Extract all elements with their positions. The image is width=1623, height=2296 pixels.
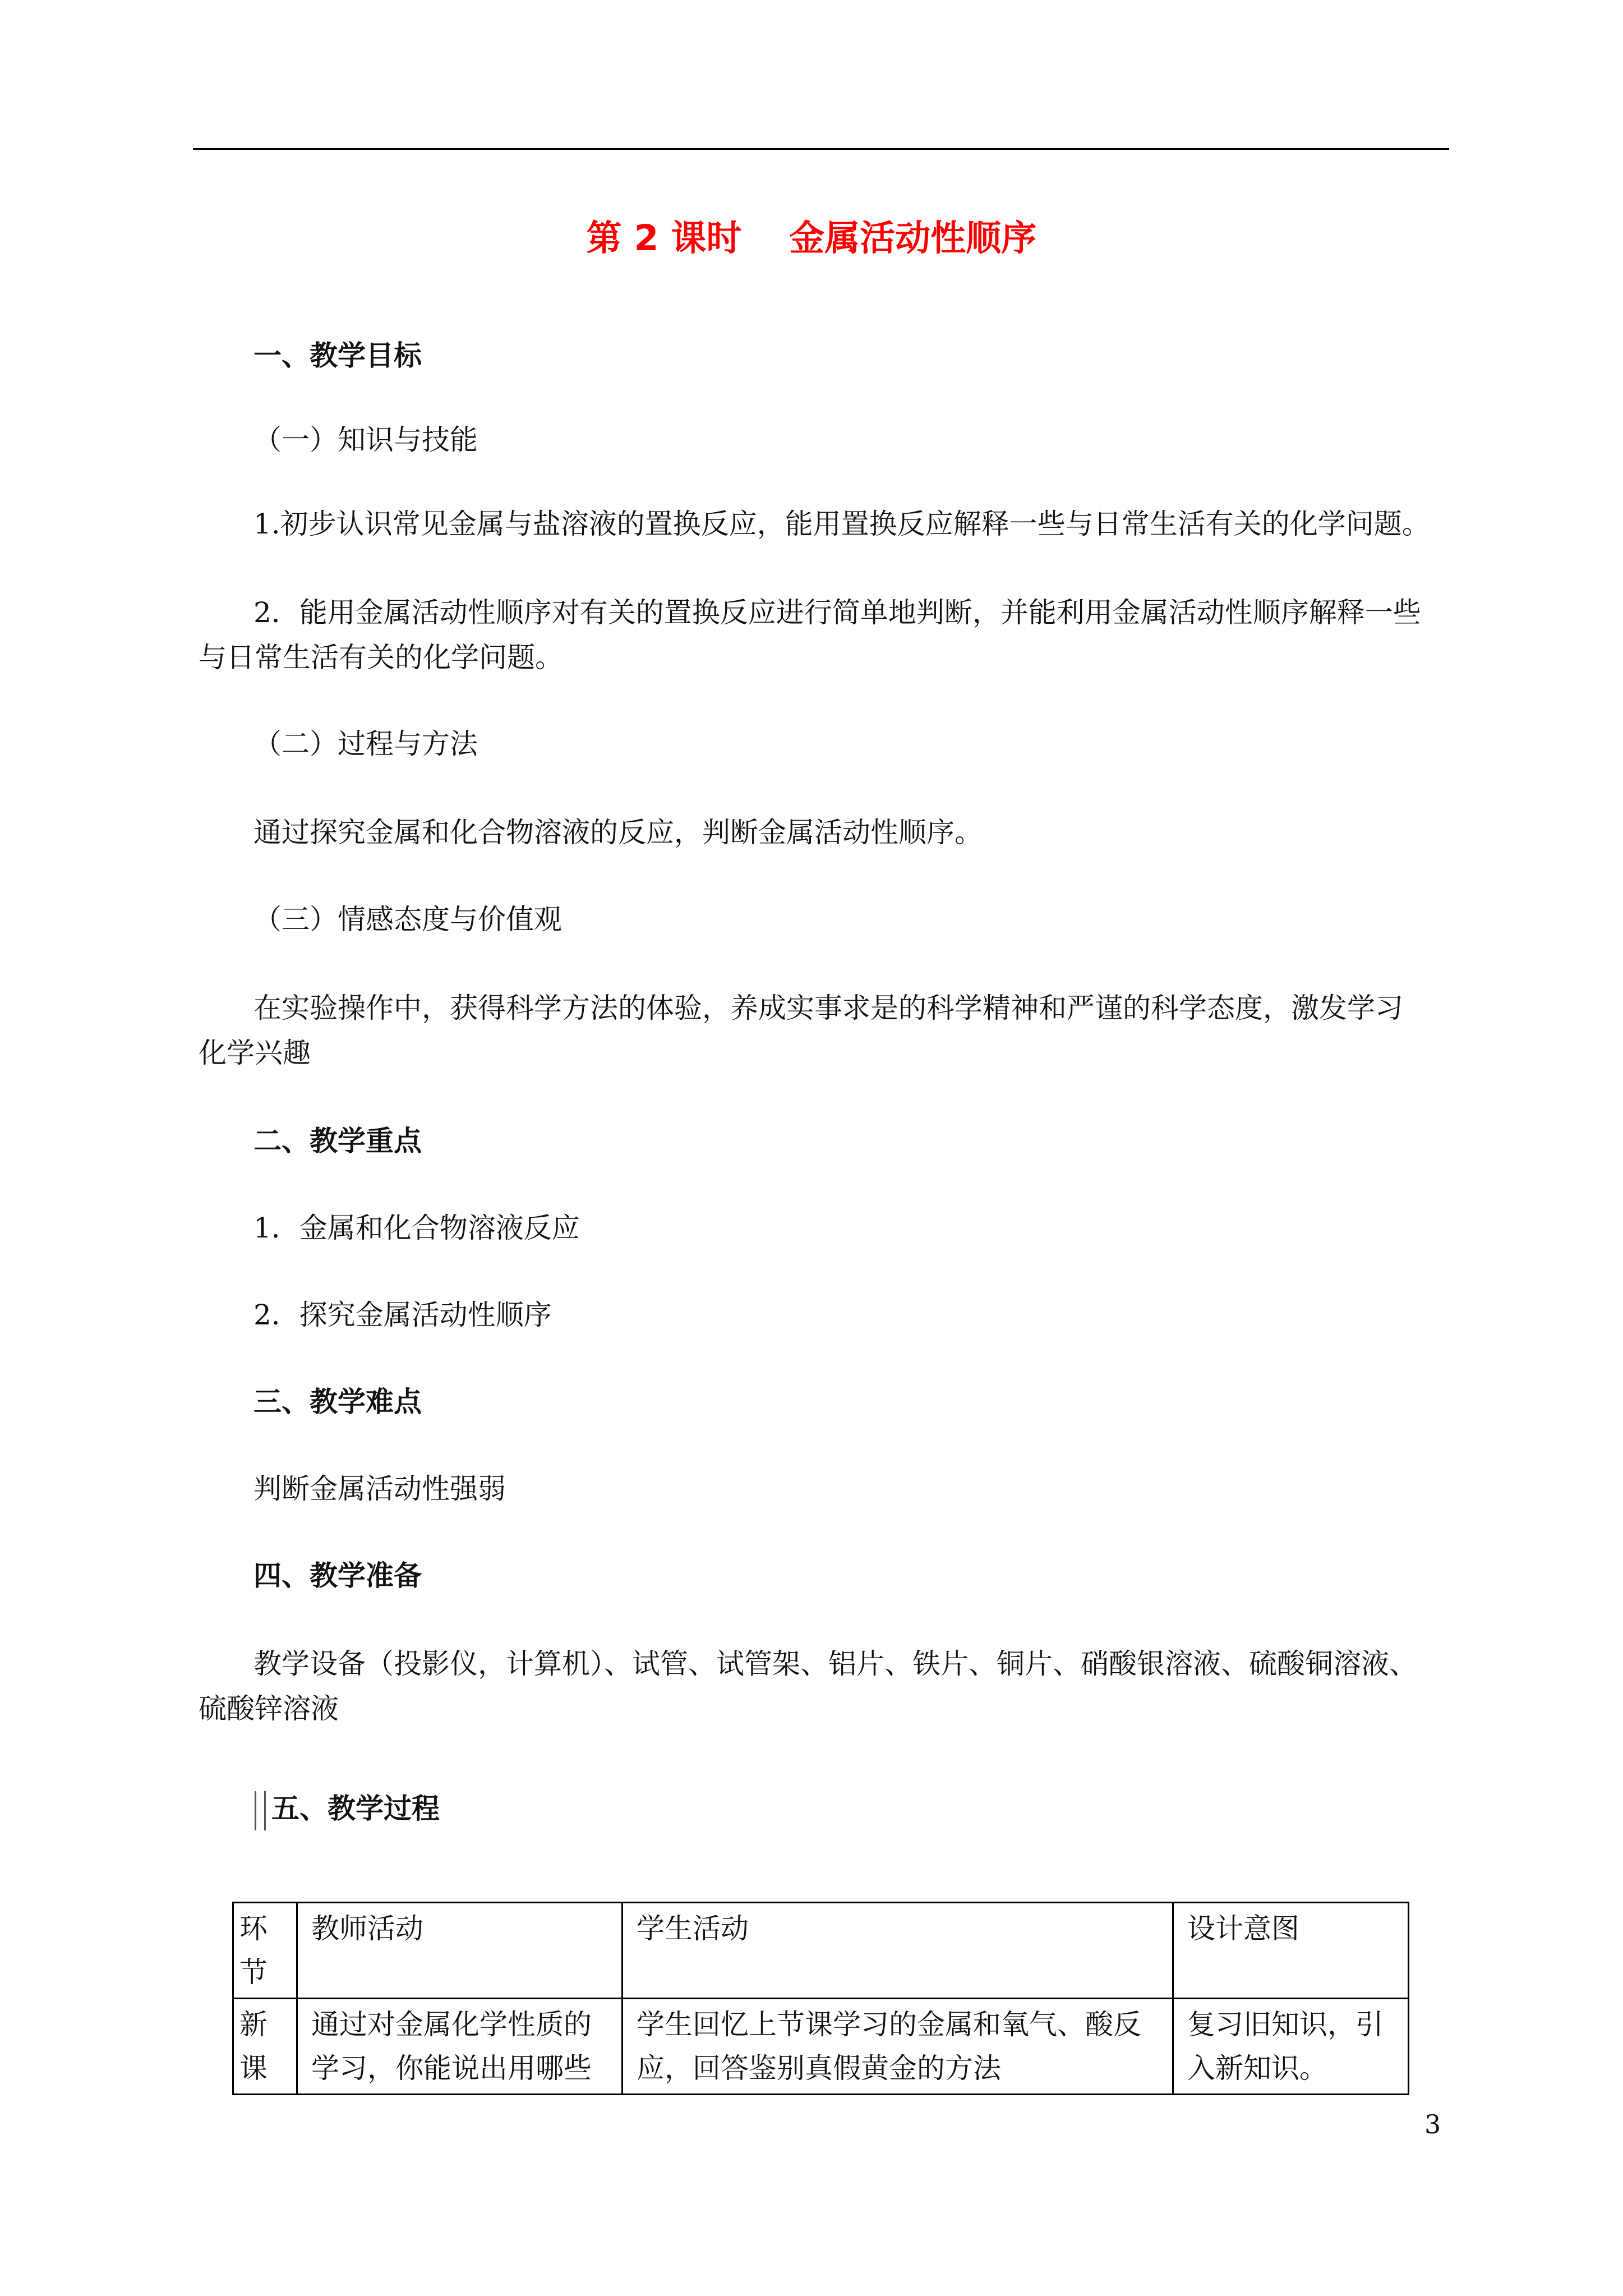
objective-item-2-line1: 2．能用金属活动性顺序对有关的置换反应进行简单地判断，并能利用金属活动性顺序解释一些 <box>253 596 1421 629</box>
difficulty-text: 判断金属活动性强弱 <box>253 1473 506 1505</box>
objective-item-2-line2: 与日常生活有关的化学问题。 <box>199 641 563 674</box>
attitude-text-line2: 化学兴趣 <box>199 1037 311 1069</box>
header-student-activity: 学生活动 <box>623 1903 1173 1999</box>
page-number: 3 <box>1424 2109 1441 2139</box>
section-heading-process: 五、教学过程 <box>271 1792 440 1825</box>
section-heading-difficulties: 三、教学难点 <box>253 1386 422 1418</box>
subheading-knowledge-skills: （一）知识与技能 <box>253 424 478 456</box>
cell-teacher-activity: 通过对金属化学性质的学习，你能说出用哪些 <box>297 1999 623 2095</box>
table-row <box>233 1999 1409 2095</box>
objective-item-1: 1.初步认识常见金属与盐溶液的置换反应，能用置换反应解释一些与日常生活有关的化学问题。 <box>253 508 1430 540</box>
header-design-intent: 设计意图 <box>1173 1903 1409 1999</box>
section-heading-preparation: 四、教学准备 <box>253 1559 422 1592</box>
key-point-2: 2．探究金属活动性顺序 <box>253 1299 552 1331</box>
key-point-1: 1．金属和化合物溶液反应 <box>253 1212 580 1244</box>
section-heading-key-points: 二、教学重点 <box>253 1125 422 1157</box>
header-teacher-activity: 教师活动 <box>297 1903 623 1999</box>
subheading-process-method: （二）过程与方法 <box>253 728 478 760</box>
margin-marker <box>255 1791 266 1830</box>
process-method-text: 通过探究金属和化合物溶液的反应，判断金属活动性顺序。 <box>253 816 983 849</box>
header-stage: 环节 <box>233 1903 297 1999</box>
section-heading-objectives: 一、教学目标 <box>253 339 422 372</box>
cell-stage: 新课 <box>233 1999 297 2095</box>
cell-student-activity: 学生回忆上节课学习的金属和氧气、酸反应，回答鉴别真假黄金的方法 <box>623 1999 1173 2095</box>
page-title: 第 2 课时 金属活动性顺序 <box>586 218 1037 259</box>
subheading-attitude-values: （三）情感态度与价值观 <box>253 903 562 936</box>
preparation-text-line2: 硫酸锌溶液 <box>199 1692 339 1725</box>
preparation-text-line1: 教学设备（投影仪，计算机）、试管、试管架、铝片、铁片、铜片、硝酸银溶液、硫酸铜溶液、 <box>253 1648 1417 1680</box>
lesson-process-table <box>232 1902 1409 2095</box>
table-header-row <box>233 1903 1409 1999</box>
attitude-text-line1: 在实验操作中，获得科学方法的体验，养成实事求是的科学精神和严谨的科学态度，激发学习 <box>253 992 1403 1024</box>
cell-design-intent: 复习旧知识，引入新知识。 <box>1173 1999 1409 2095</box>
header-rule <box>193 148 1449 150</box>
